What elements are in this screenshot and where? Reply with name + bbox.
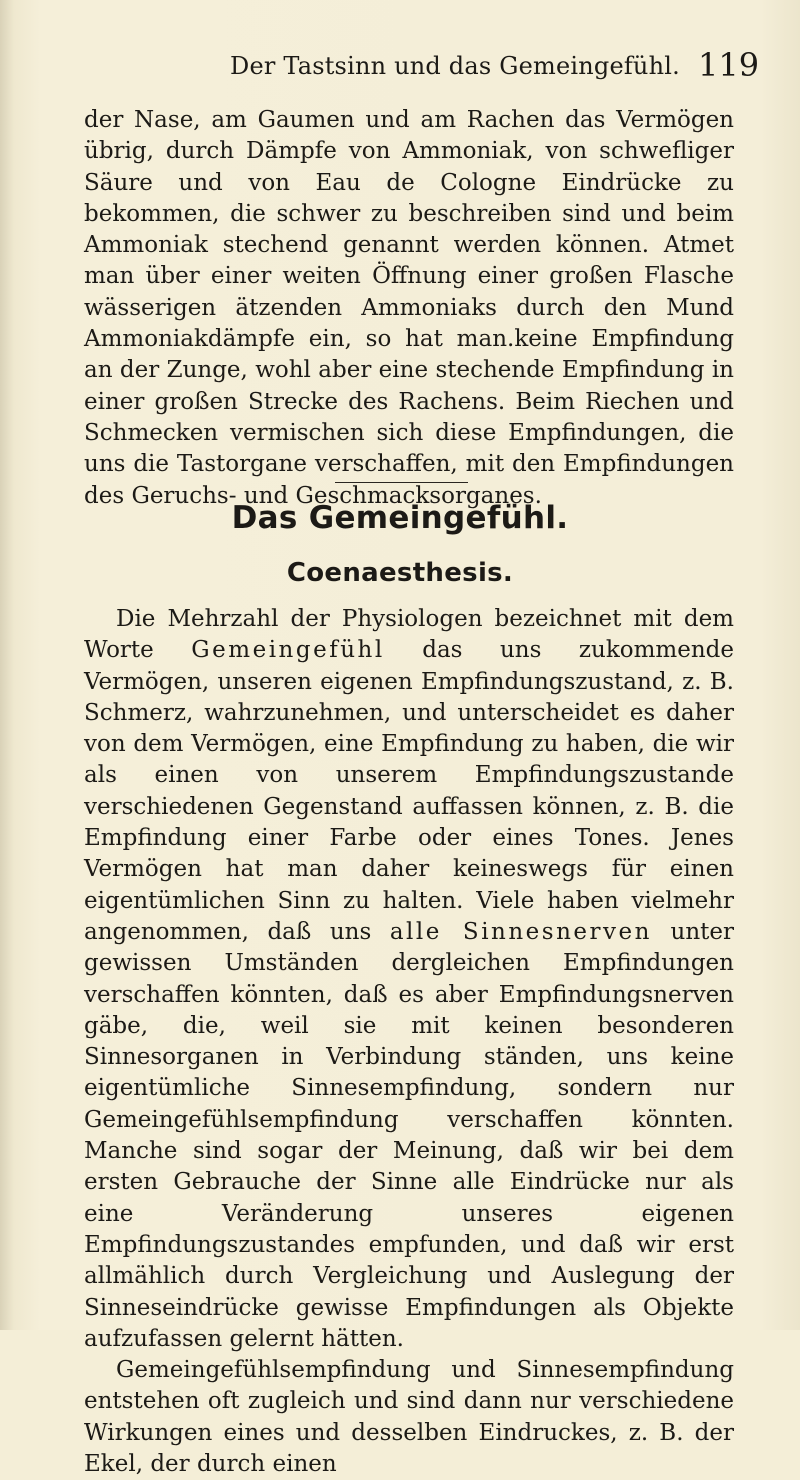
running-title: Der Tastsinn und das Gemeingefühl. [230,52,680,80]
paragraph-1: der Nase, am Gaumen und am Rachen das Vermögen übrig, durch Dämpfe von Ammoniak, von schwefliger Säure und von Eau de Cologne Eindrücke zu bekommen, die schwer zu beschreiben sind und beim Ammoniak stechend genannt werden können. Atmet man über einer weiten Öffnung einer großen Flasche wässerigen ätzenden Ammoniaks durch den Mund Ammoniakdämpfe ein, so hat man.keine Empfindung an der Zunge, wohl aber eine stechende Empfindung in einer großen Strecke des Rachens. Beim Riechen und Schmecken vermischen sich diese Empfindungen, die uns die Tastorgane verschaffen, mit den Empfindungen des Geruchs- und Geschmacksorganes. [84,107,734,509]
paragraph-2-part-3: unter gewissen Umständen dergleichen Empfindungen verschaffen könnten, daß es aber Empfindungsnerven gäbe, die, weil sie mit keinen besonderen Sinnesorganen in Verbindung ständen, uns keine eigentümliche Sinnesempfindung, sondern nur Gemeingefühlsempfindung verschaffen könnten. Manche sind sogar der Meinung, daß wir bei dem ersten Gebrauche der Sinne alle Eindrücke nur als eine Veränderung unseres eigenen Empfindungszustandes empfunden, und daß wir erst allmählich durch Vergleichung und Auslegung der Sinneseindrücke gewisse Empfindungen als Objekte aufzufassen gelernt hätten. [84,918,734,1352]
section-subtitle: Coenaesthesis. [286,558,514,588]
section-title: Das Gemeingefühl. [231,500,569,536]
paragraph-2 [84,604,734,1355]
paragraph-continued [84,105,734,512]
emphasized-term-gemeingefuehl: Gemeingefühl [191,637,385,664]
running-header [0,44,800,84]
paragraph-2-part-2: das uns zukommende Vermögen, unseren eigenen Empfindungszustand, z. B. Schmerz, wahrzunehmen, und unterscheidet es daher von dem Vermögen, eine Empfindung zu haben, die wir als einen von unserem Empfindungszustande verschiedenen Gegenstand auffassen können, z. B. die Empfindung einer Farbe oder eines Tones. Jenes Vermögen hat man daher keineswegs für einen eigentümlichen Sinn zu halten. Viele haben vielmehr angenommen, daß uns [84,637,734,945]
section-divider [335,482,468,483]
paragraph-3: Gemeingefühlsempfindung und Sinnesempfindung entstehen oft zugleich und sind dann nur verschiedene Wirkungen eines und desselben Eindruckes, z. B. der Ekel, der durch einen [84,1357,734,1478]
emphasized-term-sinnesnerven: alle Sinnesnerven [389,918,652,945]
section-body [84,604,734,1480]
page-number: 119 [698,46,760,84]
paragraph-2-part-1: Die Mehrzahl der Physiologen bezeichnet mit dem Worte [84,606,734,664]
